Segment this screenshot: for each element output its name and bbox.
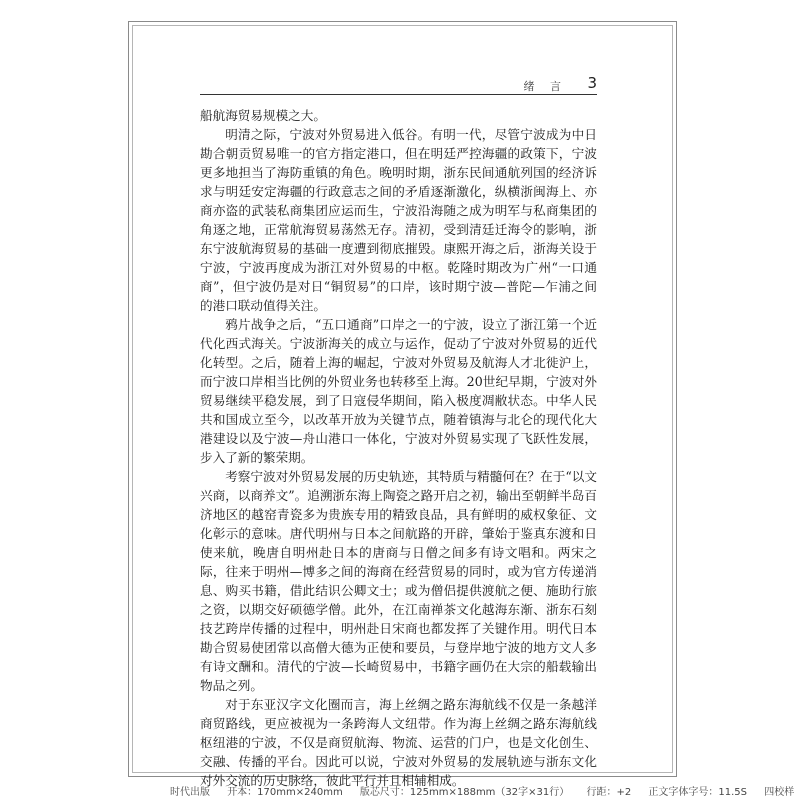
publisher-label: 时代出版 xyxy=(170,787,210,798)
chapter-title: 绪 言 xyxy=(523,80,567,93)
print-info-footer xyxy=(170,783,795,800)
font-size-label: 正文字体字号：11.5S xyxy=(648,787,748,798)
line-spacing-label: 行距：+2 xyxy=(586,787,632,798)
paragraph: 明清之际，宁波对外贸易进入低谷。有明一代，尽管宁波成为中日勘合朝贡贸易唯一的官方指定港口，但在明廷严控海疆的政策下，宁波更多地担当了海防重镇的角色。晚明时期，浙东民间通航列国的经济诉求与明廷安定海疆的行政意志之间的矛盾逐渐激化，纵横浙闽海上、亦商亦盗的武装私商集团应运而生，宁波沿海随之成为明军与私商集团的角逐之地，正常航海贸易荡然无存。清初，受到清廷迁海令的影响，浙东宁波航海贸易的基础一度遭到彻底摧毁。康熙开海之后，浙海关设于宁波，宁波再度成为浙江对外贸易的中枢。乾隆时期改为广州“一口通商”，但宁波仍是对日“铜贸易”的口岸，该时期宁波—普陀—乍浦之间的港口联动值得关注。 xyxy=(200,127,597,313)
paragraph: 考察宁波对外贸易发展的历史轨迹，其特质与精髓何在？在于“以文兴商，以商养文”。追溯浙东海上陶瓷之路开启之初，输出至朝鲜半岛百济地区的越窑青瓷多为贵族专用的精致良品，具有鲜明的威权象征、文化彰示的意味。唐代明州与日本之间航路的开辟，肇始于鉴真东渡和日使来航，晚唐自明州赴日本的唐商与日僧之间多有诗文唱和。两宋之际，往来于明州—博多之间的海商在经营贸易的同时，或为官方传递消息、购买书籍，借此结识公卿文士；或为僧侣提供渡航之便、施助行旅之资，以期交好硕德学僧。此外，在江南禅茶文化越海东渐、浙东石刻技艺跨岸传播的过程中，明州赴日宋商也都发挥了关键作用。明代日本勘合贸易使团常以高僧大德为正使和要员，与登岸地宁波的地方文人多有诗文酬和。清代的宁波—长崎贸易中，书籍字画仍在大宗的船载输出物品之列。 xyxy=(200,469,597,693)
paragraph: 船航海贸易规模之大。 xyxy=(200,108,326,123)
proof-stage-label: 四校样 xyxy=(764,787,795,798)
type-area-label: 版芯尺寸：125mm×188mm（32字×31行） xyxy=(359,787,570,798)
paragraph: 鸦片战争之后，“五口通商”口岸之一的宁波，设立了浙江第一个近代化西式海关。宁波浙海关的成立与运作，促动了宁波对外贸易的近代化转型。之后，随着上海的崛起，宁波对外贸易及航海人才北徙沪上，而宁波口岸相当比例的外贸业务也转移至上海。20世纪早期，宁波对外贸易继续平稳发展，到了日寇侵华期间，陷入极度凋敝状态。中华人民共和国成立至今，以改革开放为关键节点，随着镇海与北仑的现代化大港建设以及宁波—舟山港口一体化，宁波对外贸易实现了飞跃性发展，步入了新的繁荣期。 xyxy=(200,317,597,465)
body-text xyxy=(200,106,597,790)
page-number: 3 xyxy=(587,74,597,92)
paragraph: 对于东亚汉字文化圈而言，海上丝绸之路东海航线不仅是一条越洋商贸路线，更应被视为一条跨海人文纽带。作为海上丝绸之路东海航线枢纽港的宁波，不仅是商贸航海、物流、运营的门户，也是文化创生、交融、传播的平台。因此可以说，宁波对外贸易的发展轨迹与浙东文化对外交流的历史脉络，彼此平行并且相辅相成。 xyxy=(200,697,597,788)
format-label: 开本：170mm×240mm xyxy=(227,787,343,798)
running-header xyxy=(200,74,597,95)
